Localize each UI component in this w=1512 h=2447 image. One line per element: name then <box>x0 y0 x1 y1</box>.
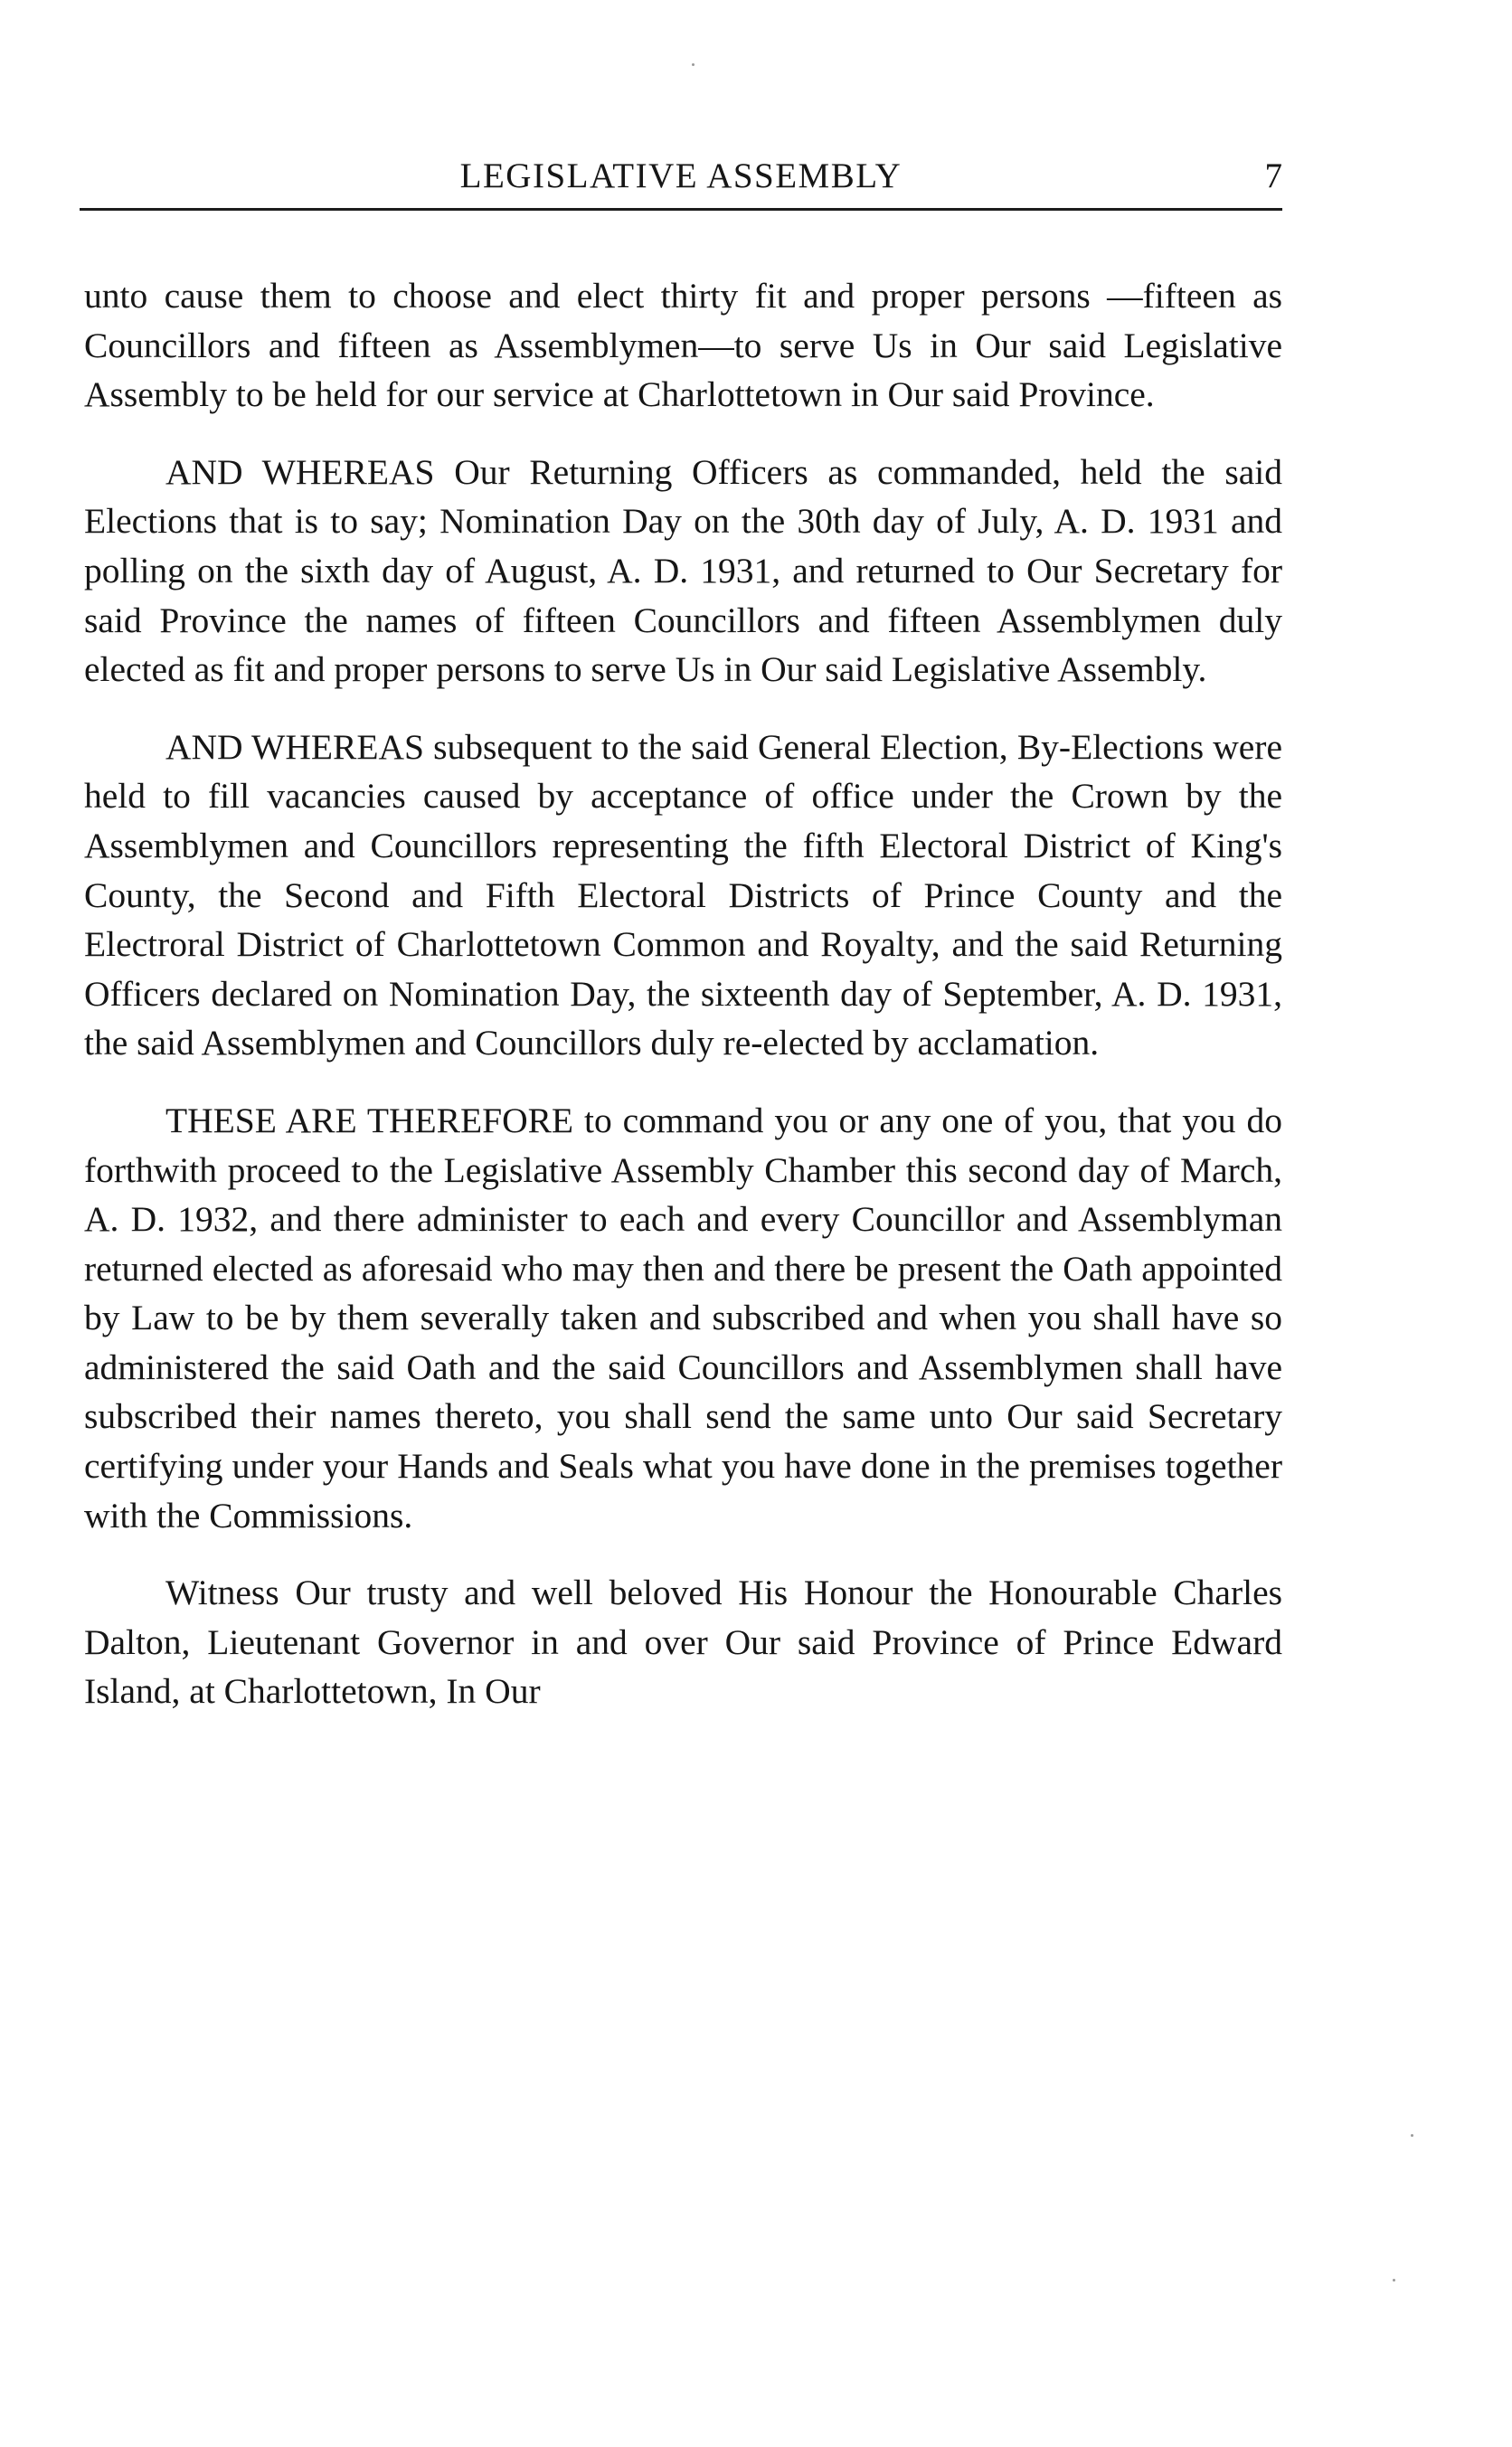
scan-speck <box>692 63 695 66</box>
paragraph-returning-officers: AND WHEREAS Our Returning Officers as commanded, held the said Elections that is to say; Nomination Day on the 30th day of July, A. D. 1931 and polling on the sixth day of August, A. D. 1931, and returned to Our Secretary for said Province the names of fifteen Councillors and fifteen Assemblymen duly elected as fit and proper persons to serve Us in Our said Legislative Assembly. <box>84 451 1282 690</box>
paragraph-by-elections: AND WHEREAS subsequent to the said General Election, By-Elections were held to fill vacancies caused by acceptance of office under the Crown by the Assemblymen and Councillors representing the fifth Electoral District of King's County, the Second and Fifth Electoral Districts of Prince County and the Electroral District of Charlottetown Common and Royalty, and the said Returning Officers declared on Nomination Day, the sixteenth day of September, A. D. 1931, the said Assemblymen and Councillors duly re-elected by acclamation. <box>84 726 1282 1063</box>
scan-speck <box>1393 2279 1395 2282</box>
body-text <box>84 271 1282 1744</box>
header-rule <box>80 208 1282 211</box>
running-header <box>80 149 1282 203</box>
page-number: 7 <box>1264 156 1282 195</box>
scan-speck <box>1411 2134 1413 2137</box>
paragraph-witness: Witness Our trusty and well beloved His Honour the Honourable Charles Dalton, Lieutenant Governor in and over Our said Province of Prince Edward Island, at Charlottetown, In Our <box>84 1573 1282 1712</box>
running-title: LEGISLATIVE ASSEMBLY <box>459 156 902 195</box>
paragraph-command: THESE ARE THEREFORE to command you or any one of you, that you do forthwith proceed to the Legislative Assembly Chamber this second day of March, A. D. 1932, and there administer to each and every Councillor and Assemblyman returned elected as aforesaid who may then and there be present the Oath appointed by Law to be by them severally taken and subscribed and when you shall have so administered the said Oath and the said Councillors and Assemblymen shall have subscribed their names thereto, you shall send the same unto Our said Secretary certifying under your Hands and Seals what you have done in the premises together with the Commissions. <box>84 1100 1282 1535</box>
paragraph-continuation: unto cause them to choose and elect thirty fit and proper persons —fifteen as Councillors and fifteen as Assemblymen—to serve Us in Our said Legislative Assembly to be held for our service at Charlottetown in Our said Province. <box>84 276 1282 415</box>
